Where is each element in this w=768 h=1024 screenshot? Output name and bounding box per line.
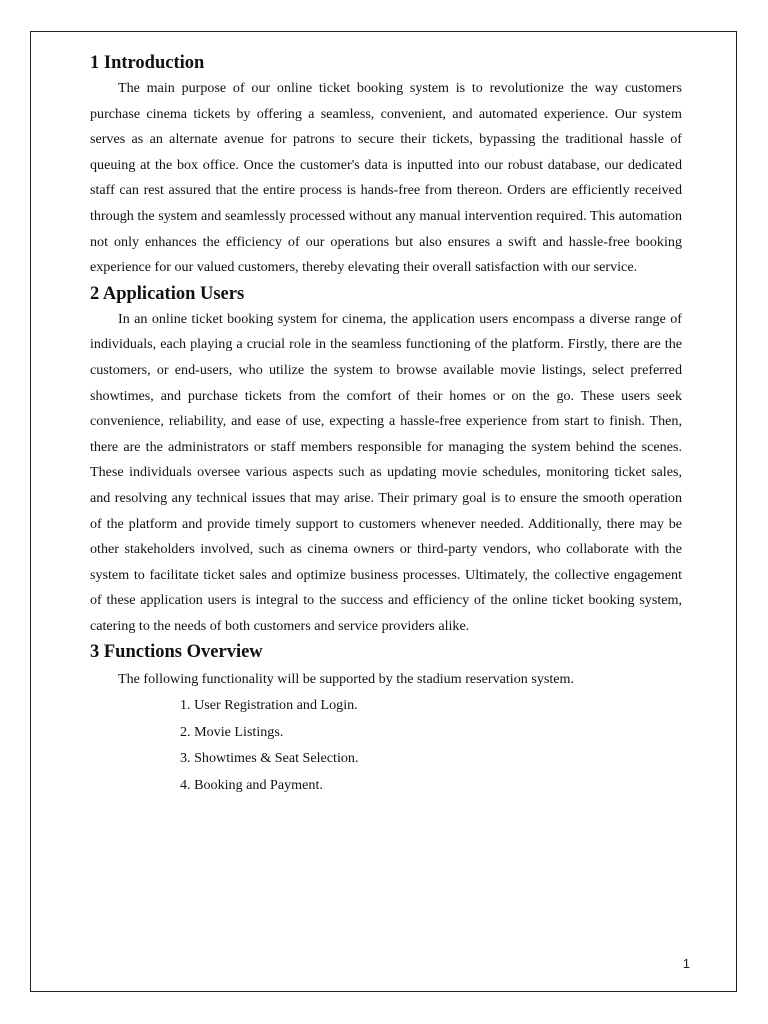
section-1-title: 1 Introduction <box>90 53 205 73</box>
section-2-paragraph: In an online ticket booking system for cinema, the application users encompass a diverse range of individuals, each playing a crucial role in the seamless functioning of the platform. Firstly, there are the customers, or end-users, who utilize the system to browse available movie listings, select preferred showtimes, and purchase tickets from the comfort of their homes or on the go. These users seek convenience, reliability, and ease of use, expecting a hassle-free experience from start to finish. Then, there are the administrators or staff members responsible for managing the system behind the scenes. These individuals oversee various aspects such as updating movie schedules, monitoring ticket sales, and resolving any technical issues that may arise. Their primary goal is to ensure the smooth operation of the platform and provide timely support to customers whenever needed. Additionally, there may be other stakeholders involved, such as cinema owners or third-party vendors, who collaborate with the system to facilitate ticket sales and optimize business processes. Ultimately, the collective engagement of these application users is integral to the success and efficiency of the online ticket booking system, catering to the needs of both customers and service providers alike. <box>90 310 682 634</box>
list-item: 2. Movie Listings. <box>180 723 284 740</box>
section-3-intro: The following functionality will be supported by the stadium reservation system. <box>118 671 575 688</box>
list-item: 4. Booking and Payment. <box>180 776 323 793</box>
section-2-title: 2 Application Users <box>90 283 245 304</box>
functions-list <box>90 692 682 798</box>
list-item: 3. Showtimes & Seat Selection. <box>180 750 359 767</box>
document-content <box>90 50 682 798</box>
page-number: 1 <box>682 956 690 971</box>
section-1-paragraph: The main purpose of our online ticket booking system is to revolutionize the way customers purchase cinema tickets by offering a seamless, convenient, and automated experience. Our system serves as an alternate avenue for patrons to secure their tickets, bypassing the traditional hassle of queuing at the box office. Once the customer's data is inputted into our robust database, our dedicated staff can rest assured that the entire process is hands-free from thereon. Orders are efficiently received through the system and seamlessly processed without any manual intervention required. This automation not only enhances the efficiency of our operations but also ensures a swift and hassle-free booking experience for our valued customers, thereby elevating their overall satisfaction with our service. <box>90 80 682 276</box>
list-item: 1. User Registration and Login. <box>180 697 358 714</box>
section-3-title: 3 Functions Overview <box>90 642 263 663</box>
